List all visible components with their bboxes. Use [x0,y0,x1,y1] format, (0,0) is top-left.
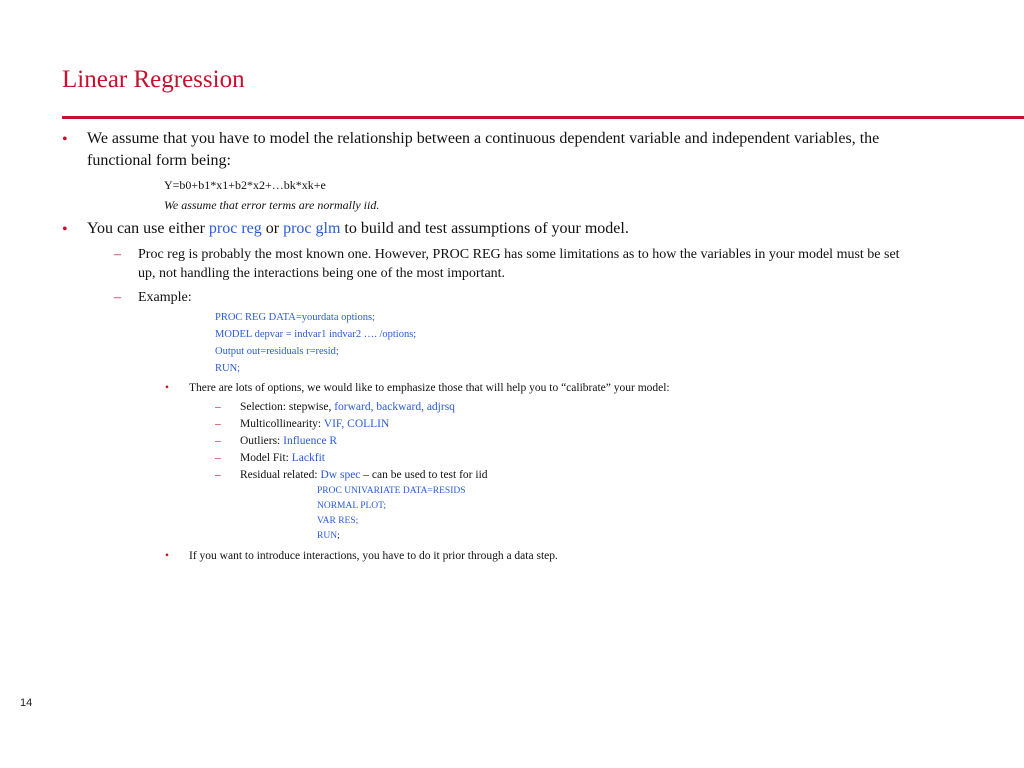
option-residual [240,469,488,481]
dash-marker: – [114,247,121,262]
code-line: MODEL depvar = indvar1 indvar2 …. /options; [215,329,417,340]
code-run: RUN [317,531,338,541]
dash-marker: – [114,290,121,305]
dash-marker: – [215,401,221,413]
code-line: PROC REG DATA=yourdata options; [215,312,375,323]
option-outliers [240,435,337,447]
code-semicolon: ; [337,531,340,541]
regression-formula: Y=b0+b1*x1+b2*x2+…bk*xk+e [164,178,326,192]
page-number: 14 [20,697,33,709]
option-multicollinearity [240,418,389,430]
dash-marker: – [215,435,221,447]
sub-bullet-1-line-2: up, not handling the interactions being one of the most important. [138,266,506,281]
bullet-2-text [87,220,629,238]
code-line: Output out=residuals r=resid; [215,346,339,357]
option-label: Outliers: [240,435,284,447]
option-model-fit [240,452,325,464]
title-divider [62,116,1024,119]
dash-marker: – [215,418,221,430]
bullet-1-line-2: functional form being: [87,152,231,169]
option-label: Residual related: [240,469,321,481]
bullet-marker: • [165,550,170,562]
option-value: VIF, COLLIN [323,418,390,430]
proc-glm-link[interactable]: proc glm [283,220,341,237]
option-value: Influence R [283,435,338,447]
option-selection [240,401,455,413]
proc-reg-link[interactable]: proc reg [208,220,262,237]
option-suffix: – can be used to test for iid [360,469,488,481]
option-label: Model Fit: [240,452,292,464]
code-line: NORMAL PLOT; [317,501,387,511]
bullet-2-mid: or [261,220,284,237]
code-line: VAR RES; [317,516,359,526]
bullet-2-prefix: You can use either [87,220,209,237]
code-line: PROC UNIVARIATE DATA=RESIDS [317,486,466,496]
bullet-1-line-1: We assume that you have to model the relationship between a continuous dependent variable and independent variables, the [87,130,880,147]
dash-marker: – [215,469,221,481]
code-line: RUN; [215,363,241,374]
bullet-2-suffix: to build and test assumptions of your model. [340,220,629,237]
bullet-marker: • [62,221,68,238]
slide-title: Linear Regression [62,66,245,93]
error-assumption: We assume that error terms are normally iid. [164,198,380,212]
option-value: Lackfit [291,452,325,464]
options-bullet: There are lots of options, we would like to emphasize those that will help you to “calibrate” your model: [189,382,670,394]
option-label: Multicollinearity: [240,418,324,430]
bullet-marker: • [62,131,68,148]
option-value: Dw spec [320,469,361,481]
option-label: Selection: stepwise, [240,401,335,413]
sub-bullet-example: Example: [138,290,192,305]
dash-marker: – [215,452,221,464]
sub-bullet-1-line-1: Proc reg is probably the most known one. However, PROC REG has some limitations as to how the variables in your model must be set [138,247,900,262]
code-line [317,531,340,541]
interactions-bullet: If you want to introduce interactions, you have to do it prior through a data step. [189,550,558,562]
bullet-marker: • [165,382,170,394]
option-value: forward, backward, adjrsq [334,401,455,413]
